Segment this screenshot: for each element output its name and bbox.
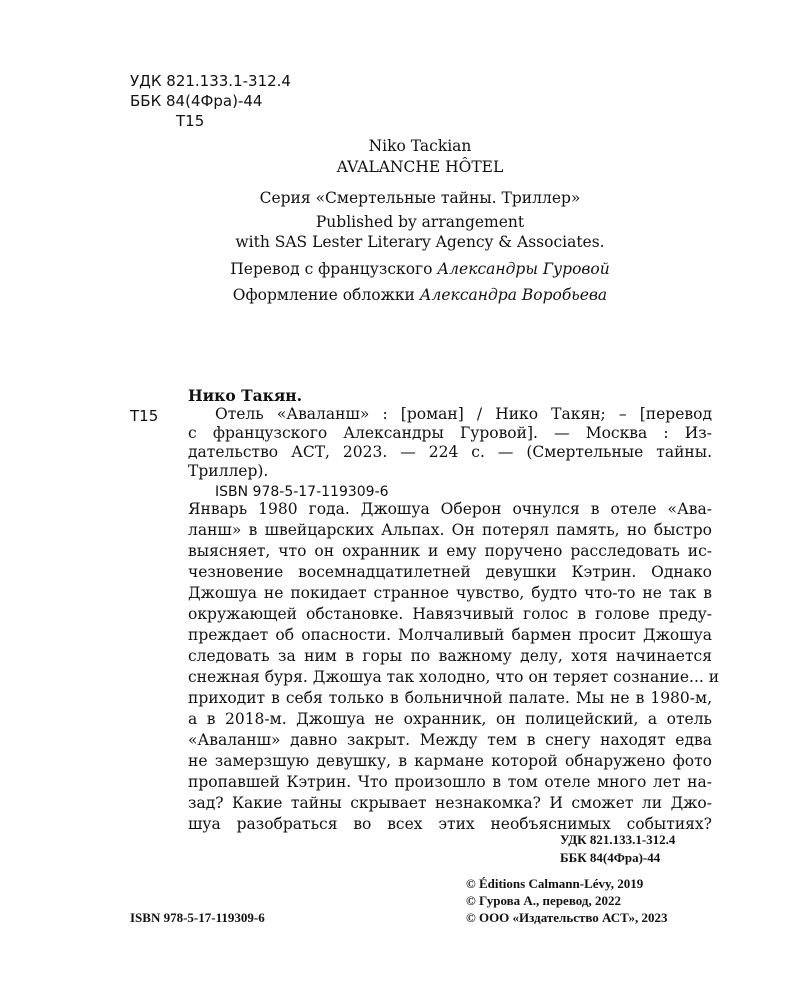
footer-isbn: ISBN 978-5-17-119309-6	[130, 910, 265, 925]
catalog-mark: Т15	[130, 407, 159, 425]
annotation-line-16: шуа разобраться во всех этих необъяснимых событиях?	[188, 815, 712, 833]
annotation-line-4: чезновение восемнадцатилетней девушки Кэтрин. Однако	[188, 563, 712, 581]
annotation-line-15: зад? Какие тайны скрывает незнакомка? И сможет ли Джо-	[188, 794, 712, 812]
copyright-translation: © Гурова А., перевод, 2022	[466, 893, 621, 908]
bottom-udk-code: УДК 821.133.1-312.4	[560, 832, 676, 847]
annotation-line-10: приходит в себя только в больничной палате. Мы не в 1980-м,	[188, 689, 712, 707]
catalog-line-4: Триллер).	[188, 462, 269, 480]
translator-name: Александры Гуровой	[437, 260, 610, 278]
annotation-line-1: Январь 1980 года. Джошуа Оберон очнулся в отеле «Ава-	[188, 500, 712, 518]
cover-designer-name: Александра Воробьева	[419, 286, 608, 304]
bbk-code: ББК 84(4Фра)-44	[130, 92, 263, 110]
published-by-line-2: with SAS Lester Literary Agency & Associates.	[235, 233, 605, 251]
bottom-bbk-code: ББК 84(4Фра)-44	[560, 850, 661, 865]
annotation-line-13: не замерзшую девушку, в кармане которой обнаружено фото	[188, 752, 712, 770]
annotation-line-12: «Аваланш» давно закрыт. Между тем в снегу находят едва	[188, 731, 712, 749]
annotation-line-14: пропавшей Кэтрин. Что произошло в том отеле много лет на-	[188, 773, 712, 791]
catalog-isbn: ISBN 978-5-17-119309-6	[215, 484, 389, 500]
catalog-line-1: Отель «Аваланш» : [роман] / Нико Такян; – [перевод	[215, 405, 712, 423]
catalog-line-2: с французского Александры Гуровой]. — Москва : Из-	[188, 424, 712, 442]
annotation-line-9: снежная буря. Джошуа так холодно, что он теряет сознание... и	[188, 668, 720, 686]
catalog-line-3: дательство АСТ, 2023. — 224 с. — (Смертельные тайны.	[188, 443, 712, 461]
translation-credit	[150, 259, 690, 279]
original-title: AVALANCHE HÔTEL	[336, 158, 504, 176]
udk-code: УДК 821.133.1-312.4	[130, 72, 291, 90]
annotation-line-7: преждает об опасности. Молчаливый бармен просит Джошуа	[188, 626, 712, 644]
annotation-line-11: а в 2018-м. Джошуа не охранник, он полицейский, а отель	[188, 710, 712, 728]
annotation-line-5: Джошуа не покидает странное чувство, будто что-то не так в	[188, 584, 712, 602]
series-line: Серия «Смертельные тайны. Триллер»	[259, 189, 581, 207]
catalog-author-heading: Нико Такян.	[188, 386, 303, 405]
copyright-publisher-original: © Éditions Calmann-Lévy, 2019	[466, 876, 644, 891]
copyright-publisher-ast: © ООО «Издательство АСТ», 2023	[466, 910, 668, 925]
annotation-line-8: следовать за ним в горы по важному делу, хотя начинается	[188, 647, 712, 665]
author-mark: Т15	[176, 112, 205, 130]
published-by-line-1: Published by arrangement	[315, 213, 525, 231]
annotation-line-3: выясняет, что он охранник и ему поручено расследовать ис-	[188, 542, 712, 560]
cover-design-credit	[150, 285, 690, 305]
original-author: Niko Tackian	[368, 137, 472, 155]
annotation-line-2: ланш» в швейцарских Альпах. Он потерял память, но быстро	[188, 521, 712, 539]
cover-design-prefix: Оформление обложки	[232, 286, 420, 304]
translation-prefix: Перевод с французского	[230, 260, 438, 278]
annotation-line-6: окружающей обстановке. Навязчивый голос в голове преду-	[188, 605, 712, 623]
